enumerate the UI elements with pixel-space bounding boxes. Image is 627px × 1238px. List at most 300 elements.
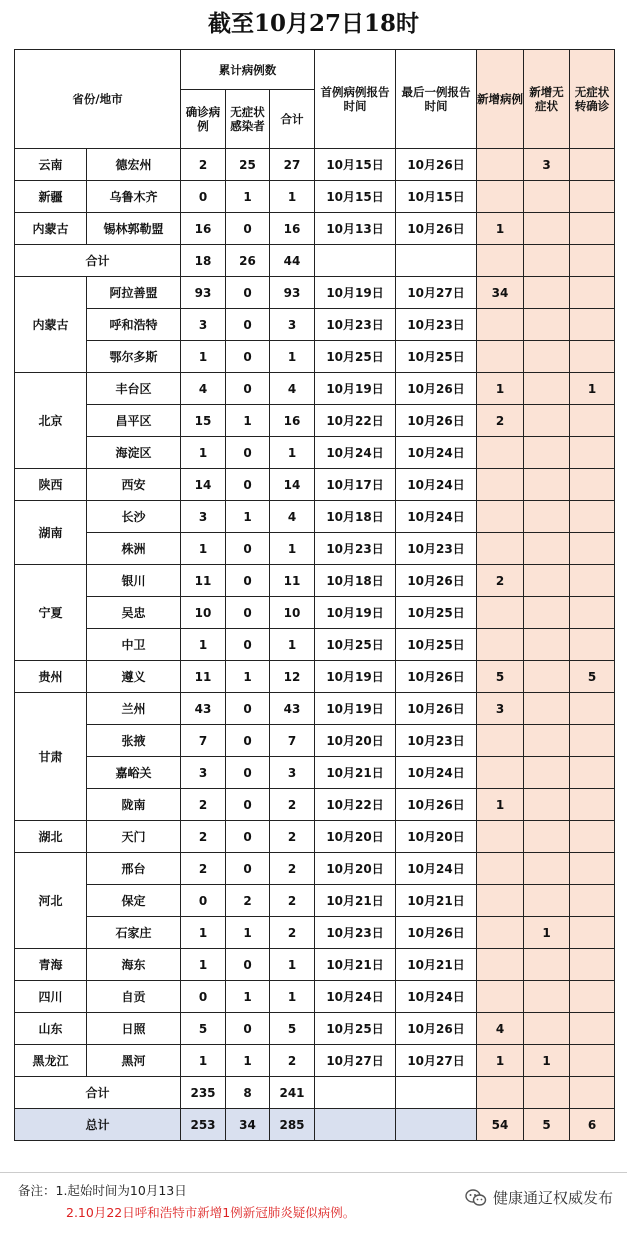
new-asymptomatic-cell <box>524 245 570 277</box>
footnote-line-2: 2.10月22日呼和浩特市新增1例新冠肺炎疑似病例。 <box>66 1205 356 1220</box>
province-cell: 湖北 <box>15 821 87 853</box>
asym-to-confirmed-cell <box>570 981 615 1013</box>
table-row <box>15 1013 615 1045</box>
table-row <box>15 981 615 1013</box>
table-row <box>15 565 615 597</box>
total-cell: 11 <box>270 565 315 597</box>
last-report-cell: 10月26日 <box>396 405 477 437</box>
province-cell: 青海 <box>15 949 87 981</box>
new-asymptomatic-cell <box>524 725 570 757</box>
first-report-cell: 10月25日 <box>315 629 396 661</box>
new-asymptomatic-cell <box>524 757 570 789</box>
asymptomatic-cell: 1 <box>226 661 270 693</box>
asymptomatic-cell: 2 <box>226 885 270 917</box>
table-row <box>15 789 615 821</box>
new-cases-cell <box>477 245 524 277</box>
asymptomatic-cell: 0 <box>226 437 270 469</box>
first-report-cell <box>315 1077 396 1109</box>
row-label: 合计 <box>15 1077 181 1109</box>
total-cell: 4 <box>270 501 315 533</box>
new-cases-cell: 54 <box>477 1109 524 1141</box>
confirmed-cell: 0 <box>181 981 226 1013</box>
asym-to-confirmed-cell <box>570 885 615 917</box>
total-cell: 16 <box>270 405 315 437</box>
city-cell: 昌平区 <box>87 405 181 437</box>
city-cell: 长沙 <box>87 501 181 533</box>
asym-to-confirmed-cell <box>570 917 615 949</box>
new-cases-cell <box>477 917 524 949</box>
asymptomatic-cell: 0 <box>226 757 270 789</box>
new-asymptomatic-cell <box>524 1013 570 1045</box>
asymptomatic-cell: 0 <box>226 213 270 245</box>
confirmed-cell: 2 <box>181 789 226 821</box>
asym-to-confirmed-cell <box>570 341 615 373</box>
first-report-cell: 10月15日 <box>315 181 396 213</box>
asym-to-confirmed-cell <box>570 1077 615 1109</box>
table-row <box>15 949 615 981</box>
confirmed-cell: 0 <box>181 181 226 213</box>
new-asymptomatic-cell <box>524 309 570 341</box>
confirmed-cell: 3 <box>181 309 226 341</box>
total-row <box>15 1077 615 1109</box>
new-cases-cell <box>477 821 524 853</box>
confirmed-cell: 4 <box>181 373 226 405</box>
footnote-line-1: 备注：1.起始时间为10月13日 <box>18 1183 187 1198</box>
asymptomatic-cell: 1 <box>226 1045 270 1077</box>
confirmed-cell: 16 <box>181 213 226 245</box>
total-cell: 10 <box>270 597 315 629</box>
city-cell: 天门 <box>87 821 181 853</box>
watermark-text: 健康通辽权威发布 <box>492 1189 613 1207</box>
asym-to-confirmed-cell <box>570 789 615 821</box>
asym-to-confirmed-cell <box>570 1013 615 1045</box>
table-row <box>15 853 615 885</box>
table-row <box>15 1045 615 1077</box>
asymptomatic-cell: 1 <box>226 917 270 949</box>
asymptomatic-cell: 0 <box>226 853 270 885</box>
first-report-cell: 10月19日 <box>315 597 396 629</box>
total-cell: 2 <box>270 917 315 949</box>
new-cases-cell <box>477 181 524 213</box>
asym-to-confirmed-cell <box>570 597 615 629</box>
header-asym-to-confirmed: 无症状转确诊 <box>570 50 615 149</box>
city-cell: 锡林郭勒盟 <box>87 213 181 245</box>
asym-to-confirmed-cell <box>570 213 615 245</box>
last-report-cell: 10月23日 <box>396 725 477 757</box>
last-report-cell: 10月26日 <box>396 661 477 693</box>
table-row <box>15 821 615 853</box>
total-cell: 2 <box>270 885 315 917</box>
last-report-cell <box>396 1077 477 1109</box>
new-cases-cell: 1 <box>477 373 524 405</box>
total-cell: 5 <box>270 1013 315 1045</box>
last-report-cell: 10月23日 <box>396 533 477 565</box>
new-asymptomatic-cell <box>524 949 570 981</box>
first-report-cell: 10月18日 <box>315 501 396 533</box>
confirmed-cell: 1 <box>181 437 226 469</box>
confirmed-cell: 2 <box>181 149 226 181</box>
province-cell: 北京 <box>15 373 87 469</box>
total-cell: 1 <box>270 437 315 469</box>
asym-to-confirmed-cell <box>570 693 615 725</box>
new-cases-cell: 5 <box>477 661 524 693</box>
asym-to-confirmed-cell <box>570 277 615 309</box>
new-cases-cell: 1 <box>477 213 524 245</box>
new-cases-cell <box>477 853 524 885</box>
asymptomatic-cell: 0 <box>226 341 270 373</box>
city-cell: 兰州 <box>87 693 181 725</box>
asymptomatic-cell: 0 <box>226 469 270 501</box>
first-report-cell: 10月25日 <box>315 1013 396 1045</box>
city-cell: 张掖 <box>87 725 181 757</box>
last-report-cell: 10月26日 <box>396 565 477 597</box>
asym-to-confirmed-cell <box>570 565 615 597</box>
first-report-cell: 10月27日 <box>315 1045 396 1077</box>
last-report-cell: 10月26日 <box>396 693 477 725</box>
last-report-cell: 10月25日 <box>396 629 477 661</box>
new-cases-cell: 2 <box>477 405 524 437</box>
new-asymptomatic-cell <box>524 885 570 917</box>
province-cell: 四川 <box>15 981 87 1013</box>
city-cell: 德宏州 <box>87 149 181 181</box>
table-row <box>15 341 615 373</box>
city-cell: 丰台区 <box>87 373 181 405</box>
row-label: 总计 <box>15 1109 181 1141</box>
new-asymptomatic-cell <box>524 469 570 501</box>
new-cases-cell: 4 <box>477 1013 524 1045</box>
asym-to-confirmed-cell <box>570 1045 615 1077</box>
last-report-cell: 10月26日 <box>396 1013 477 1045</box>
first-report-cell: 10月13日 <box>315 213 396 245</box>
first-report-cell: 10月19日 <box>315 373 396 405</box>
asym-to-confirmed-cell <box>570 533 615 565</box>
total-cell: 27 <box>270 149 315 181</box>
first-report-cell: 10月19日 <box>315 277 396 309</box>
first-report-cell: 10月23日 <box>315 917 396 949</box>
province-cell: 山东 <box>15 1013 87 1045</box>
asymptomatic-cell: 0 <box>226 693 270 725</box>
city-cell: 石家庄 <box>87 917 181 949</box>
new-asymptomatic-cell <box>524 341 570 373</box>
city-cell: 海淀区 <box>87 437 181 469</box>
new-cases-cell: 1 <box>477 1045 524 1077</box>
new-cases-cell <box>477 725 524 757</box>
last-report-cell: 10月26日 <box>396 213 477 245</box>
table-row <box>15 373 615 405</box>
table-row <box>15 501 615 533</box>
confirmed-cell: 18 <box>181 245 226 277</box>
new-asymptomatic-cell <box>524 277 570 309</box>
province-cell: 宁夏 <box>15 565 87 661</box>
table-row <box>15 597 615 629</box>
last-report-cell: 10月20日 <box>396 821 477 853</box>
asym-to-confirmed-cell <box>570 821 615 853</box>
last-report-cell: 10月21日 <box>396 885 477 917</box>
confirmed-cell: 7 <box>181 725 226 757</box>
city-cell: 嘉峪关 <box>87 757 181 789</box>
total-row <box>15 245 615 277</box>
province-cell: 云南 <box>15 149 87 181</box>
asym-to-confirmed-cell <box>570 853 615 885</box>
total-cell: 2 <box>270 821 315 853</box>
asymptomatic-cell: 0 <box>226 277 270 309</box>
first-report-cell: 10月21日 <box>315 949 396 981</box>
new-asymptomatic-cell <box>524 597 570 629</box>
asym-to-confirmed-cell <box>570 309 615 341</box>
new-cases-cell <box>477 885 524 917</box>
asym-to-confirmed-cell <box>570 469 615 501</box>
last-report-cell: 10月24日 <box>396 853 477 885</box>
asymptomatic-cell: 0 <box>226 309 270 341</box>
confirmed-cell: 15 <box>181 405 226 437</box>
asymptomatic-cell: 0 <box>226 629 270 661</box>
asymptomatic-cell: 1 <box>226 405 270 437</box>
new-cases-cell <box>477 981 524 1013</box>
new-asymptomatic-cell <box>524 373 570 405</box>
total-cell: 1 <box>270 629 315 661</box>
city-cell: 阿拉善盟 <box>87 277 181 309</box>
first-report-cell: 10月20日 <box>315 853 396 885</box>
city-cell: 西安 <box>87 469 181 501</box>
first-report-cell: 10月25日 <box>315 341 396 373</box>
asym-to-confirmed-cell <box>570 949 615 981</box>
new-asymptomatic-cell <box>524 821 570 853</box>
first-report-cell <box>315 1109 396 1141</box>
table-row <box>15 693 615 725</box>
asymptomatic-cell: 0 <box>226 789 270 821</box>
last-report-cell: 10月15日 <box>396 181 477 213</box>
total-cell: 1 <box>270 981 315 1013</box>
header-region: 省份/地市 <box>15 50 181 149</box>
row-label: 合计 <box>15 245 181 277</box>
first-report-cell: 10月23日 <box>315 533 396 565</box>
total-cell: 2 <box>270 853 315 885</box>
first-report-cell: 10月17日 <box>315 469 396 501</box>
new-asymptomatic-cell <box>524 629 570 661</box>
header-last-report: 最后一例报告时间 <box>396 50 477 149</box>
new-asymptomatic-cell <box>524 405 570 437</box>
total-cell: 1 <box>270 341 315 373</box>
confirmed-cell: 43 <box>181 693 226 725</box>
footnote <box>0 1172 627 1238</box>
new-asymptomatic-cell <box>524 693 570 725</box>
last-report-cell: 10月24日 <box>396 501 477 533</box>
total-cell: 14 <box>270 469 315 501</box>
last-report-cell: 10月21日 <box>396 949 477 981</box>
new-asymptomatic-cell <box>524 533 570 565</box>
table-row <box>15 629 615 661</box>
asymptomatic-cell: 8 <box>226 1077 270 1109</box>
first-report-cell: 10月24日 <box>315 437 396 469</box>
city-cell: 银川 <box>87 565 181 597</box>
confirmed-cell: 1 <box>181 1045 226 1077</box>
total-cell: 285 <box>270 1109 315 1141</box>
new-cases-cell <box>477 1077 524 1109</box>
page-title: 截至10月27日18时 <box>207 10 420 37</box>
confirmed-cell: 1 <box>181 341 226 373</box>
confirmed-cell: 3 <box>181 501 226 533</box>
new-cases-cell <box>477 629 524 661</box>
asym-to-confirmed-cell <box>570 405 615 437</box>
first-report-cell: 10月19日 <box>315 693 396 725</box>
city-cell: 海东 <box>87 949 181 981</box>
new-cases-cell <box>477 757 524 789</box>
case-table <box>14 49 615 1141</box>
confirmed-cell: 1 <box>181 533 226 565</box>
last-report-cell: 10月25日 <box>396 597 477 629</box>
header-new-cases: 新增病例 <box>477 50 524 149</box>
wechat-icon <box>465 1189 487 1207</box>
confirmed-cell: 253 <box>181 1109 226 1141</box>
new-cases-cell <box>477 341 524 373</box>
total-cell: 44 <box>270 245 315 277</box>
table-row <box>15 309 615 341</box>
total-cell: 7 <box>270 725 315 757</box>
new-cases-cell <box>477 469 524 501</box>
last-report-cell: 10月25日 <box>396 341 477 373</box>
province-cell: 甘肃 <box>15 693 87 821</box>
last-report-cell: 10月24日 <box>396 469 477 501</box>
table-row <box>15 757 615 789</box>
city-cell: 中卫 <box>87 629 181 661</box>
table-row <box>15 277 615 309</box>
asym-to-confirmed-cell <box>570 149 615 181</box>
new-asymptomatic-cell <box>524 501 570 533</box>
last-report-cell: 10月27日 <box>396 1045 477 1077</box>
city-cell: 乌鲁木齐 <box>87 181 181 213</box>
last-report-cell: 10月26日 <box>396 917 477 949</box>
total-cell: 3 <box>270 757 315 789</box>
asym-to-confirmed-cell <box>570 245 615 277</box>
header-total: 合计 <box>270 90 315 149</box>
confirmed-cell: 235 <box>181 1077 226 1109</box>
city-cell: 株洲 <box>87 533 181 565</box>
last-report-cell: 10月26日 <box>396 789 477 821</box>
confirmed-cell: 11 <box>181 661 226 693</box>
new-asymptomatic-cell: 1 <box>524 1045 570 1077</box>
asym-to-confirmed-cell: 1 <box>570 373 615 405</box>
confirmed-cell: 2 <box>181 853 226 885</box>
last-report-cell: 10月26日 <box>396 149 477 181</box>
city-cell: 自贡 <box>87 981 181 1013</box>
first-report-cell: 10月22日 <box>315 405 396 437</box>
asymptomatic-cell: 0 <box>226 949 270 981</box>
new-cases-cell <box>477 149 524 181</box>
asym-to-confirmed-cell <box>570 725 615 757</box>
asymptomatic-cell: 1 <box>226 981 270 1013</box>
province-cell: 河北 <box>15 853 87 949</box>
total-cell: 12 <box>270 661 315 693</box>
table-row <box>15 661 615 693</box>
last-report-cell: 10月24日 <box>396 437 477 469</box>
new-cases-cell: 34 <box>477 277 524 309</box>
confirmed-cell: 1 <box>181 949 226 981</box>
asym-to-confirmed-cell: 6 <box>570 1109 615 1141</box>
last-report-cell: 10月24日 <box>396 757 477 789</box>
total-cell: 43 <box>270 693 315 725</box>
asymptomatic-cell: 0 <box>226 821 270 853</box>
new-cases-cell <box>477 533 524 565</box>
last-report-cell: 10月26日 <box>396 373 477 405</box>
table-row <box>15 533 615 565</box>
province-cell: 黑龙江 <box>15 1045 87 1077</box>
city-cell: 呼和浩特 <box>87 309 181 341</box>
asymptomatic-cell: 0 <box>226 533 270 565</box>
header-new-asymptomatic: 新增无症状 <box>524 50 570 149</box>
confirmed-cell: 93 <box>181 277 226 309</box>
total-cell: 241 <box>270 1077 315 1109</box>
total-cell: 16 <box>270 213 315 245</box>
last-report-cell: 10月27日 <box>396 277 477 309</box>
first-report-cell <box>315 245 396 277</box>
new-asymptomatic-cell: 5 <box>524 1109 570 1141</box>
asymptomatic-cell: 26 <box>226 245 270 277</box>
total-cell: 2 <box>270 1045 315 1077</box>
new-cases-cell <box>477 949 524 981</box>
new-cases-cell: 3 <box>477 693 524 725</box>
new-cases-cell <box>477 437 524 469</box>
asymptomatic-cell: 0 <box>226 597 270 629</box>
confirmed-cell: 1 <box>181 917 226 949</box>
asymptomatic-cell: 1 <box>226 181 270 213</box>
new-asymptomatic-cell <box>524 981 570 1013</box>
city-cell: 吴忠 <box>87 597 181 629</box>
asymptomatic-cell: 34 <box>226 1109 270 1141</box>
province-cell: 内蒙古 <box>15 277 87 373</box>
asym-to-confirmed-cell <box>570 181 615 213</box>
city-cell: 保定 <box>87 885 181 917</box>
total-cell: 4 <box>270 373 315 405</box>
first-report-cell: 10月18日 <box>315 565 396 597</box>
city-cell: 日照 <box>87 1013 181 1045</box>
confirmed-cell: 14 <box>181 469 226 501</box>
asymptomatic-cell: 0 <box>226 373 270 405</box>
new-cases-cell <box>477 309 524 341</box>
new-asymptomatic-cell <box>524 181 570 213</box>
last-report-cell <box>396 1109 477 1141</box>
province-cell: 新疆 <box>15 181 87 213</box>
table-row <box>15 437 615 469</box>
confirmed-cell: 5 <box>181 1013 226 1045</box>
new-asymptomatic-cell <box>524 213 570 245</box>
header-asymptomatic: 无症状感染者 <box>226 90 270 149</box>
new-asymptomatic-cell <box>524 437 570 469</box>
asymptomatic-cell: 0 <box>226 725 270 757</box>
province-cell: 贵州 <box>15 661 87 693</box>
first-report-cell: 10月20日 <box>315 725 396 757</box>
asym-to-confirmed-cell <box>570 629 615 661</box>
table-row <box>15 405 615 437</box>
total-row <box>15 1109 615 1141</box>
first-report-cell: 10月21日 <box>315 757 396 789</box>
city-cell: 陇南 <box>87 789 181 821</box>
province-cell: 内蒙古 <box>15 213 87 245</box>
asymptomatic-cell: 0 <box>226 565 270 597</box>
city-cell: 鄂尔多斯 <box>87 341 181 373</box>
first-report-cell: 10月15日 <box>315 149 396 181</box>
table-row <box>15 149 615 181</box>
confirmed-cell: 11 <box>181 565 226 597</box>
first-report-cell: 10月19日 <box>315 661 396 693</box>
last-report-cell: 10月24日 <box>396 981 477 1013</box>
confirmed-cell: 2 <box>181 821 226 853</box>
asym-to-confirmed-cell <box>570 437 615 469</box>
confirmed-cell: 10 <box>181 597 226 629</box>
new-asymptomatic-cell <box>524 1077 570 1109</box>
asym-to-confirmed-cell <box>570 757 615 789</box>
header-cumulative: 累计病例数 <box>181 50 315 90</box>
confirmed-cell: 3 <box>181 757 226 789</box>
